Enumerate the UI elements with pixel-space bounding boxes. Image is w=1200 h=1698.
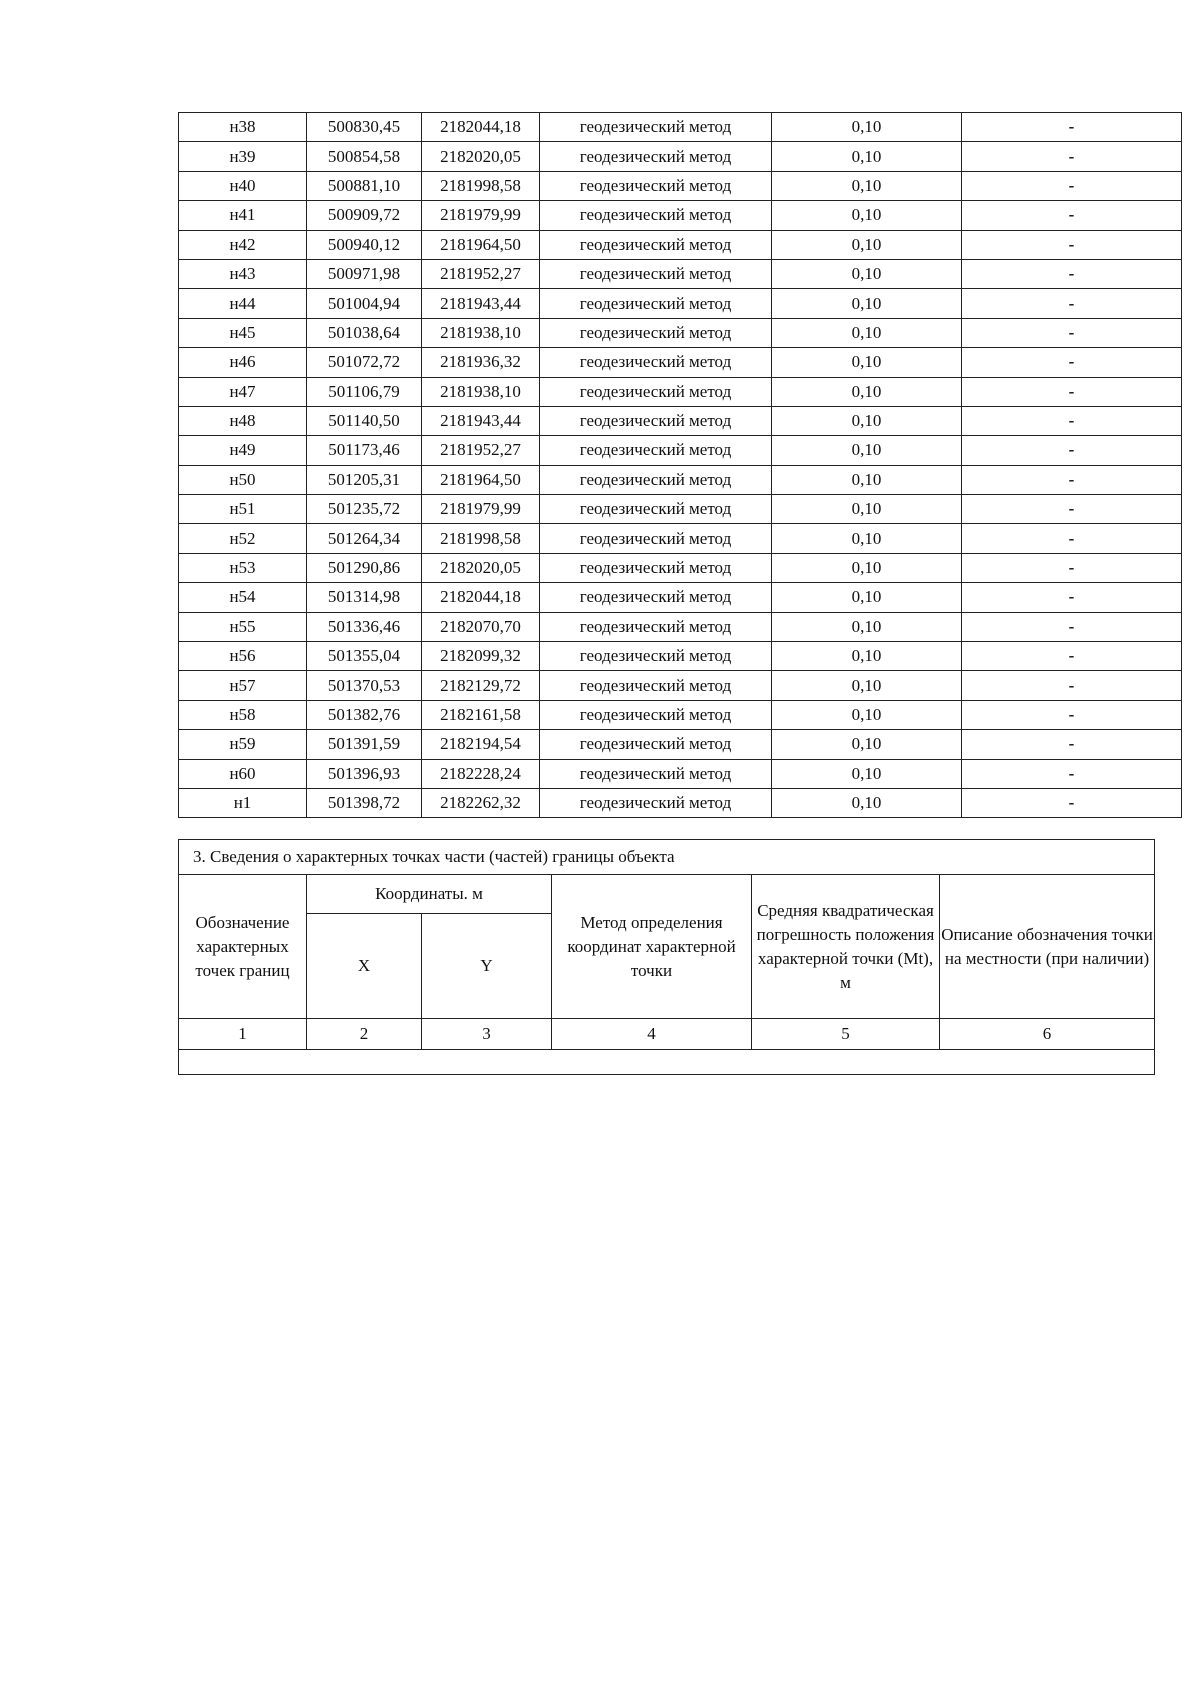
header-method: Метод определения координат характерной точки [552, 875, 752, 1019]
error-cell: 0,10 [772, 788, 962, 817]
error-cell: 0,10 [772, 583, 962, 612]
y-coordinate-cell: 2181998,58 [422, 524, 540, 553]
header-point-designation: Обозначение характерных точек границ [179, 875, 307, 1019]
description-cell: - [962, 348, 1182, 377]
y-coordinate-cell: 2181936,32 [422, 348, 540, 377]
y-coordinate-cell: 2182020,05 [422, 553, 540, 582]
point-designation-cell: н39 [179, 142, 307, 171]
point-designation-cell: н54 [179, 583, 307, 612]
description-cell: - [962, 612, 1182, 641]
x-coordinate-cell: 501235,72 [307, 495, 422, 524]
x-coordinate-cell: 501336,46 [307, 612, 422, 641]
table-row [179, 553, 1182, 582]
table-row [179, 730, 1182, 759]
x-coordinate-cell: 501355,04 [307, 642, 422, 671]
description-cell: - [962, 642, 1182, 671]
x-coordinate-cell: 500830,45 [307, 113, 422, 142]
table-row [179, 436, 1182, 465]
column-number: 6 [940, 1019, 1155, 1050]
x-coordinate-cell: 501370,53 [307, 671, 422, 700]
y-coordinate-cell: 2182044,18 [422, 113, 540, 142]
section3-title-row [179, 840, 1155, 875]
error-cell: 0,10 [772, 201, 962, 230]
x-coordinate-cell: 500940,12 [307, 230, 422, 259]
point-designation-cell: н40 [179, 171, 307, 200]
error-cell: 0,10 [772, 289, 962, 318]
description-cell: - [962, 230, 1182, 259]
y-coordinate-cell: 2182099,32 [422, 642, 540, 671]
y-coordinate-cell: 2181943,44 [422, 289, 540, 318]
table-row [179, 113, 1182, 142]
description-cell: - [962, 730, 1182, 759]
error-cell: 0,10 [772, 377, 962, 406]
method-cell: геодезический метод [540, 583, 772, 612]
method-cell: геодезический метод [540, 436, 772, 465]
description-cell: - [962, 671, 1182, 700]
point-designation-cell: н42 [179, 230, 307, 259]
point-designation-cell: н60 [179, 759, 307, 788]
x-coordinate-cell: 501290,86 [307, 553, 422, 582]
header-x: X [307, 914, 422, 1019]
y-coordinate-cell: 2181998,58 [422, 171, 540, 200]
point-designation-cell: н52 [179, 524, 307, 553]
description-cell: - [962, 377, 1182, 406]
description-cell: - [962, 465, 1182, 494]
description-cell: - [962, 289, 1182, 318]
table-row [179, 377, 1182, 406]
method-cell: геодезический метод [540, 671, 772, 700]
empty-cell [179, 1050, 1155, 1075]
section3-title: 3. Сведения о характерных точках части (частей) границы объекта [179, 840, 1155, 875]
x-coordinate-cell: 501038,64 [307, 318, 422, 347]
description-cell: - [962, 583, 1182, 612]
description-cell: - [962, 553, 1182, 582]
description-cell: - [962, 436, 1182, 465]
description-cell: - [962, 201, 1182, 230]
error-cell: 0,10 [772, 495, 962, 524]
method-cell: геодезический метод [540, 406, 772, 435]
header-y: Y [422, 914, 552, 1019]
column-number: 4 [552, 1019, 752, 1050]
point-designation-cell: н41 [179, 201, 307, 230]
error-cell: 0,10 [772, 524, 962, 553]
error-cell: 0,10 [772, 318, 962, 347]
point-designation-cell: н47 [179, 377, 307, 406]
table-row [179, 642, 1182, 671]
point-designation-cell: н50 [179, 465, 307, 494]
method-cell: геодезический метод [540, 759, 772, 788]
coordinates-table [178, 112, 1182, 818]
table-row [179, 700, 1182, 729]
error-cell: 0,10 [772, 730, 962, 759]
table-row [179, 583, 1182, 612]
table-row [179, 671, 1182, 700]
method-cell: геодезический метод [540, 730, 772, 759]
x-coordinate-cell: 501173,46 [307, 436, 422, 465]
table-row [179, 201, 1182, 230]
method-cell: геодезический метод [540, 171, 772, 200]
y-coordinate-cell: 2181938,10 [422, 377, 540, 406]
description-cell: - [962, 524, 1182, 553]
error-cell: 0,10 [772, 759, 962, 788]
x-coordinate-cell: 501382,76 [307, 700, 422, 729]
section3-column-numbers-row [179, 1019, 1155, 1050]
x-coordinate-cell: 501264,34 [307, 524, 422, 553]
method-cell: геодезический метод [540, 377, 772, 406]
method-cell: геодезический метод [540, 230, 772, 259]
x-coordinate-cell: 501391,59 [307, 730, 422, 759]
table-row [179, 289, 1182, 318]
table-row [179, 406, 1182, 435]
header-coordinates: Координаты. м [307, 875, 552, 914]
error-cell: 0,10 [772, 348, 962, 377]
x-coordinate-cell: 501396,93 [307, 759, 422, 788]
table-row [179, 318, 1182, 347]
y-coordinate-cell: 2181952,27 [422, 259, 540, 288]
point-designation-cell: н51 [179, 495, 307, 524]
error-cell: 0,10 [772, 230, 962, 259]
error-cell: 0,10 [772, 465, 962, 494]
x-coordinate-cell: 500854,58 [307, 142, 422, 171]
method-cell: геодезический метод [540, 553, 772, 582]
column-number: 3 [422, 1019, 552, 1050]
y-coordinate-cell: 2181943,44 [422, 406, 540, 435]
method-cell: геодезический метод [540, 259, 772, 288]
method-cell: геодезический метод [540, 612, 772, 641]
description-cell: - [962, 318, 1182, 347]
method-cell: геодезический метод [540, 289, 772, 318]
y-coordinate-cell: 2182228,24 [422, 759, 540, 788]
error-cell: 0,10 [772, 142, 962, 171]
method-cell: геодезический метод [540, 142, 772, 171]
table-row [179, 142, 1182, 171]
table-row [179, 230, 1182, 259]
point-designation-cell: н45 [179, 318, 307, 347]
description-cell: - [962, 142, 1182, 171]
x-coordinate-cell: 501140,50 [307, 406, 422, 435]
y-coordinate-cell: 2182161,58 [422, 700, 540, 729]
y-coordinate-cell: 2181979,99 [422, 201, 540, 230]
error-cell: 0,10 [772, 113, 962, 142]
error-cell: 0,10 [772, 671, 962, 700]
y-coordinate-cell: 2182044,18 [422, 583, 540, 612]
error-cell: 0,10 [772, 259, 962, 288]
description-cell: - [962, 700, 1182, 729]
point-designation-cell: н55 [179, 612, 307, 641]
table-row [179, 788, 1182, 817]
y-coordinate-cell: 2182129,72 [422, 671, 540, 700]
table-row [179, 348, 1182, 377]
method-cell: геодезический метод [540, 788, 772, 817]
section3-table [178, 839, 1155, 1075]
column-number: 2 [307, 1019, 422, 1050]
coordinates-table-body [179, 113, 1182, 818]
point-designation-cell: н46 [179, 348, 307, 377]
section3-header-row-1 [179, 875, 1155, 914]
point-designation-cell: н44 [179, 289, 307, 318]
error-cell: 0,10 [772, 406, 962, 435]
method-cell: геодезический метод [540, 642, 772, 671]
point-designation-cell: н38 [179, 113, 307, 142]
method-cell: геодезический метод [540, 201, 772, 230]
error-cell: 0,10 [772, 700, 962, 729]
y-coordinate-cell: 2181979,99 [422, 495, 540, 524]
y-coordinate-cell: 2181964,50 [422, 230, 540, 259]
description-cell: - [962, 259, 1182, 288]
y-coordinate-cell: 2182262,32 [422, 788, 540, 817]
method-cell: геодезический метод [540, 318, 772, 347]
method-cell: геодезический метод [540, 524, 772, 553]
point-designation-cell: н59 [179, 730, 307, 759]
x-coordinate-cell: 501314,98 [307, 583, 422, 612]
table-row [179, 465, 1182, 494]
description-cell: - [962, 759, 1182, 788]
x-coordinate-cell: 501205,31 [307, 465, 422, 494]
header-error: Средняя квадратическая погрешность положения характерной точки (Mt), м [752, 875, 940, 1019]
x-coordinate-cell: 501072,72 [307, 348, 422, 377]
point-designation-cell: н49 [179, 436, 307, 465]
x-coordinate-cell: 500909,72 [307, 201, 422, 230]
table-row [179, 612, 1182, 641]
column-number: 1 [179, 1019, 307, 1050]
description-cell: - [962, 406, 1182, 435]
method-cell: геодезический метод [540, 113, 772, 142]
point-designation-cell: н48 [179, 406, 307, 435]
y-coordinate-cell: 2182194,54 [422, 730, 540, 759]
point-designation-cell: н1 [179, 788, 307, 817]
x-coordinate-cell: 500881,10 [307, 171, 422, 200]
error-cell: 0,10 [772, 171, 962, 200]
y-coordinate-cell: 2182070,70 [422, 612, 540, 641]
table-row [179, 495, 1182, 524]
x-coordinate-cell: 501398,72 [307, 788, 422, 817]
error-cell: 0,10 [772, 612, 962, 641]
table-row [179, 759, 1182, 788]
y-coordinate-cell: 2182020,05 [422, 142, 540, 171]
error-cell: 0,10 [772, 436, 962, 465]
description-cell: - [962, 113, 1182, 142]
y-coordinate-cell: 2181952,27 [422, 436, 540, 465]
x-coordinate-cell: 501106,79 [307, 377, 422, 406]
point-designation-cell: н56 [179, 642, 307, 671]
error-cell: 0,10 [772, 642, 962, 671]
point-designation-cell: н58 [179, 700, 307, 729]
method-cell: геодезический метод [540, 495, 772, 524]
y-coordinate-cell: 2181938,10 [422, 318, 540, 347]
description-cell: - [962, 788, 1182, 817]
y-coordinate-cell: 2181964,50 [422, 465, 540, 494]
description-cell: - [962, 495, 1182, 524]
table-row [179, 524, 1182, 553]
x-coordinate-cell: 500971,98 [307, 259, 422, 288]
error-cell: 0,10 [772, 553, 962, 582]
table-row [179, 259, 1182, 288]
x-coordinate-cell: 501004,94 [307, 289, 422, 318]
description-cell: - [962, 171, 1182, 200]
point-designation-cell: н57 [179, 671, 307, 700]
point-designation-cell: н53 [179, 553, 307, 582]
method-cell: геодезический метод [540, 700, 772, 729]
section3-empty-row [179, 1050, 1155, 1075]
header-description: Описание обозначения точки на местности (при наличии) [940, 875, 1155, 1019]
method-cell: геодезический метод [540, 348, 772, 377]
point-designation-cell: н43 [179, 259, 307, 288]
column-number: 5 [752, 1019, 940, 1050]
table-row [179, 171, 1182, 200]
method-cell: геодезический метод [540, 465, 772, 494]
